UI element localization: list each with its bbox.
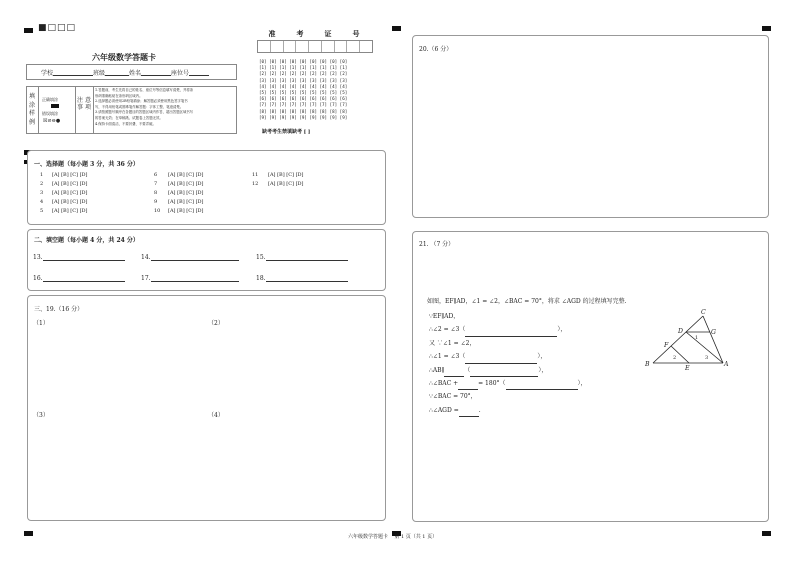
section-q21[interactable] bbox=[412, 231, 769, 522]
proof-step: ∴∠AGD = . bbox=[429, 404, 587, 417]
label-2: 2 bbox=[673, 355, 677, 361]
label-F: F bbox=[664, 342, 669, 349]
reason-blank[interactable] bbox=[465, 329, 557, 337]
notes-label: 注 意 事 项 bbox=[77, 97, 92, 111]
seat-label: 座位号 bbox=[171, 69, 190, 77]
proof-step: 又 ∵∠1 = ∠2， bbox=[429, 339, 476, 347]
label-1: 1 bbox=[695, 335, 699, 341]
reason-blank[interactable] bbox=[465, 356, 537, 364]
blank-15[interactable]: 15. bbox=[256, 253, 348, 261]
triangle-figure bbox=[643, 308, 733, 370]
part-label: （1） bbox=[33, 320, 49, 327]
corner-mark bbox=[24, 531, 33, 536]
blank-17[interactable]: 17. bbox=[141, 274, 239, 282]
part-label: （4） bbox=[208, 412, 224, 419]
exam-number-title bbox=[258, 29, 370, 39]
label-A: A bbox=[724, 361, 729, 368]
choice-col-1[interactable]: 1 [A] [B] [C] [D] 2 [A] [B] [C] [D] 3 [A] [B] [C] [D] 4 [A] [B] [C] [D] 5 [A] [B] [C] [D] bbox=[40, 172, 88, 214]
exam-number-boxes[interactable] bbox=[257, 40, 373, 53]
label-B: B bbox=[645, 361, 650, 368]
blank-14[interactable]: 14. bbox=[141, 253, 239, 261]
section-title: 一、选择题（每小题 3 分，共 36 分） bbox=[34, 161, 139, 168]
proof-step: ∴∠BAC + = 180°（ ）， bbox=[429, 377, 587, 390]
proof-step: ∴∠1 = ∠3（ ）， bbox=[429, 350, 587, 363]
header-squares: ■□□□ bbox=[38, 23, 77, 33]
absent-checkbox[interactable]: 缺考考生禁填缺考 [ ] bbox=[262, 129, 311, 135]
reason-blank[interactable] bbox=[506, 382, 578, 390]
school-label: 学校 bbox=[41, 69, 54, 77]
section-fill-in bbox=[27, 229, 386, 291]
exam-number-bubbles[interactable]: [0] [0] [0] [0] [0] [0] [0] [0] [0] [1] [1] [1] [1] [1] [1] [1] [1] [1] [2] [2] [2] [2] [2] [2] [2] [2] [2] [3] [3] [3] [3] [3] [3] [3] [3] [3] [4] [4] [4] [4] [4] [4] [4] [4] [4] [5] [5] [5] [5] [5] [5] [5] [5] [5] [6] [6] [6] [6] [6] [6] [6] [6] [6] [7] [7] [7] [7] [7] [7] [7] [7] [7] [8] [8] [8] [8] [8] [8] [8] [8] [8] [9] [9] [9] [9] [9] [9] [9] [9] [9] bbox=[259, 59, 348, 120]
section-choice bbox=[27, 150, 386, 225]
part-label: （2） bbox=[208, 320, 224, 327]
exam-number-char: 考 bbox=[296, 29, 304, 38]
section-q19[interactable] bbox=[27, 295, 386, 521]
class-field[interactable] bbox=[105, 68, 129, 76]
blank-18[interactable]: 18. bbox=[256, 274, 348, 282]
seat-field[interactable] bbox=[189, 68, 209, 76]
section-title: 三、19.（16 分） bbox=[34, 306, 84, 313]
blank-13[interactable]: 13. bbox=[33, 253, 125, 261]
proof-steps bbox=[429, 310, 587, 417]
school-field[interactable] bbox=[53, 68, 93, 76]
name-field[interactable] bbox=[141, 68, 171, 76]
instructions-box bbox=[26, 86, 237, 134]
notes-text: 1.答题前，考生先将自己的姓名、座位号等信息填写清楚，并将条 形码准确粘贴在条形码区域内。 2.选择题必须使用2B铅笔填涂；解答题必须使用黑色签字笔书 写，不得用铅笔或圆珠笔作解答题：字体工整、笔迹清楚。 3.请按照题号顺序在各题目的答题区域内作答，超出答题区域书写 的答案无效；在草稿纸、试题卷上答题无效。 4.保持卡面清洁，不要折叠、不要弄破。 bbox=[95, 88, 194, 126]
label-G: G bbox=[711, 329, 716, 336]
exam-number-char: 准 bbox=[268, 29, 276, 38]
exam-number-char: 证 bbox=[324, 29, 332, 38]
corner-mark bbox=[392, 26, 401, 31]
choice-col-2[interactable]: 6 [A] [B] [C] [D] 7 [A] [B] [C] [D] 8 [A] [B] [C] [D] 9 [A] [B] [C] [D] 10 [A] [B] [C] [D] bbox=[154, 172, 204, 214]
card-title: 六年级数学答题卡 bbox=[92, 52, 156, 62]
label-D: D bbox=[678, 328, 683, 335]
blank-16[interactable]: 16. bbox=[33, 274, 125, 282]
name-label: 姓名 bbox=[129, 69, 142, 77]
proof-step: ∵∠BAC = 70°， bbox=[429, 393, 477, 401]
correct-fill-mark bbox=[51, 104, 59, 108]
question-title: 20.（6 分） bbox=[419, 46, 453, 53]
answer-blank[interactable] bbox=[458, 382, 478, 390]
wrong-fill-marks: ☒⊘⊖● bbox=[43, 118, 61, 124]
exam-number-char: 号 bbox=[352, 29, 360, 38]
wrong-fill-label: 错误填涂 bbox=[42, 111, 59, 117]
proof-step: ∴∠2 = ∠3（ ）， bbox=[429, 323, 587, 336]
class-label: 班级 bbox=[93, 69, 106, 77]
part-label: （3） bbox=[33, 412, 49, 419]
corner-mark bbox=[24, 28, 33, 33]
question-intro: 如图，EF∥AD，∠1 = ∠2，∠BAC = 70°，将求 ∠AGD 的过程填写完整. bbox=[427, 298, 627, 305]
answer-blank[interactable] bbox=[459, 409, 479, 417]
question-title: 21. （7 分） bbox=[419, 241, 455, 248]
school-info-row bbox=[26, 64, 237, 80]
page-footer: 六年级数学答题卡 第 1 页（共 1 页） bbox=[348, 534, 438, 540]
label-3: 3 bbox=[705, 355, 709, 361]
section-title: 二、填空题（每小题 4 分，共 24 分） bbox=[34, 237, 139, 244]
corner-mark bbox=[762, 531, 771, 536]
choice-col-3[interactable]: 11 [A] [B] [C] [D] 12 [A] [B] [C] [D] bbox=[252, 172, 304, 187]
section-q20[interactable] bbox=[412, 35, 769, 218]
proof-step: ∴AB∥ （ ）， bbox=[429, 364, 587, 377]
reason-blank[interactable] bbox=[470, 369, 538, 377]
label-E: E bbox=[685, 365, 690, 370]
proof-step: ∵EF∥AD， bbox=[429, 313, 460, 320]
label-C: C bbox=[701, 309, 706, 316]
answer-blank[interactable] bbox=[444, 369, 464, 377]
correct-fill-label: 正确填涂 bbox=[42, 97, 59, 103]
fill-sample-label: 填 涂 样 例 bbox=[29, 93, 36, 126]
corner-mark bbox=[762, 26, 771, 31]
